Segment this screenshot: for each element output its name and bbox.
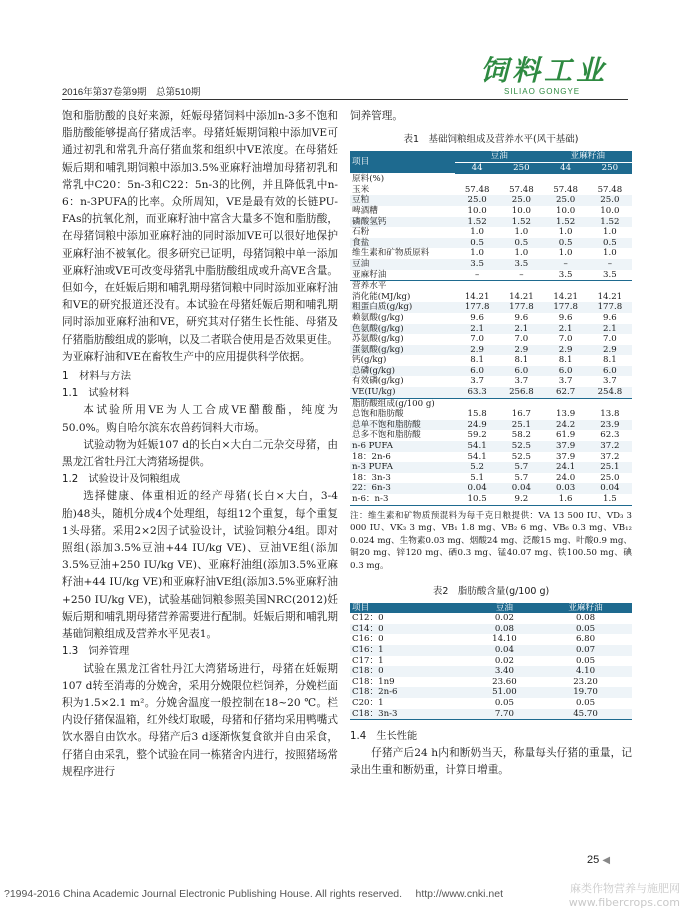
table1-cell-name: 总单不饱和脂肪酸 (350, 420, 455, 431)
table1-cell-value: 3.7 (603, 376, 617, 387)
table1-cell-value: 57.48 (464, 184, 490, 195)
subsection-heading-1-2: 1.2 试验设计及饲粮组成 (62, 474, 181, 486)
table1-row (350, 387, 632, 398)
table1-cell-value: 177.8 (588, 302, 632, 313)
table2-row (350, 698, 632, 709)
table1-cell-value: 1.0 (470, 248, 484, 259)
table1-cell-name: 总饱和脂肪酸 (352, 409, 404, 420)
table1-cell-value: 25.0 (588, 195, 632, 206)
table1-cell-name: n-6 PUFA (350, 441, 455, 452)
table1-cell-value: 8.1 (514, 355, 529, 366)
section-heading-materials: 1 材料与方法 (62, 370, 131, 383)
table2-cell-name: C17：1 (352, 655, 384, 666)
table1-cell-name: 总多不饱和脂肪酸 (352, 430, 421, 441)
table1-section-title: 营养水平 (350, 281, 632, 292)
table2-row (350, 666, 632, 677)
table1-row (350, 238, 632, 249)
table2-cell-value: 0.05 (494, 697, 514, 708)
table1-row (350, 420, 632, 431)
table1-row (350, 430, 632, 441)
table1-cell-value: – (544, 259, 588, 270)
table1-cell-name: 磷酸氢钙 (350, 217, 455, 228)
table1-caption: 表1 基础饲粮组成及营养水平(风干基础) (403, 134, 579, 145)
table2-row (350, 656, 632, 667)
table1-cell-value: 54.1 (467, 451, 487, 462)
table1-cell-name: n-3 PUFA (350, 462, 455, 473)
table1-header-soybean-oil: 豆油 (455, 151, 544, 162)
table2-cell-name: C16：1 (350, 645, 470, 656)
table1-cell-value: 14.21 (464, 291, 490, 302)
subsection-heading-1-3: 1.3 饲养管理 (62, 646, 130, 658)
table1 (350, 151, 632, 506)
table1-cell-name: 亚麻籽油 (352, 269, 387, 280)
table1-cell-value: 10.0 (467, 205, 487, 216)
table1-cell-name: 苏氨酸(g/kg) (352, 334, 404, 345)
table1-cell-value: – (588, 259, 632, 270)
table1-subheader: 44 (544, 162, 588, 174)
table1-cell-value: 6.0 (588, 366, 632, 377)
table2-header-linseed-oil: 亚麻籽油 (539, 603, 632, 614)
table1-cell-value: 24.9 (455, 420, 499, 431)
table1-cell-name: 赖氨酸(g/kg) (352, 312, 404, 323)
table1-cell-value: 14.21 (597, 291, 623, 302)
table2-cell-value: 0.08 (575, 613, 596, 624)
table1-cell-value: 25.0 (499, 195, 543, 206)
paragraph-1-1a: 本试验所用VE为人工合成VE醋酸酯，纯度为50.0%。购自哈尔滨东农兽药饲料大市场。 (62, 404, 338, 434)
page-arrow-icon: ◀ (602, 855, 611, 866)
table2-cell-name: C18：1n9 (352, 676, 395, 687)
table1-cell-value: 5.2 (455, 462, 499, 473)
table2-cell-value: 0.04 (470, 645, 539, 656)
table1-cell-value: 8.1 (470, 355, 484, 366)
table1-cell-value: 9.6 (514, 312, 529, 323)
table1-cell-name: 豆油 (350, 259, 455, 270)
table1-cell-value: 57.48 (553, 184, 578, 195)
table1-cell-value: 1.6 (544, 494, 588, 505)
table2-cell-value: 0.02 (494, 655, 514, 666)
table1-subheader: 250 (499, 162, 543, 174)
table2 (350, 603, 632, 721)
table1-cell-name: 总磷(g/kg) (350, 366, 455, 377)
table1-cell-value: 254.8 (588, 387, 632, 398)
table1-cell-value: 3.5 (603, 269, 617, 280)
table1-cell-name: 食盐 (350, 238, 455, 249)
table1-section-title: 原料(%) (350, 174, 632, 185)
table1-cell-value: 14.21 (509, 291, 534, 302)
table1-cell-name: 18：2n-6 (352, 451, 391, 462)
table1-cell-value: 24.1 (544, 462, 588, 473)
table2-cell-value: 51.00 (470, 687, 539, 698)
table1-cell-name: 玉米 (352, 184, 370, 195)
table1-cell-value: 62.3 (600, 430, 620, 441)
paragraph-1-4: 仔猪产后24 h内和断奶当天，称量每头仔猪的重量，记录出生重和断奶重，计算日增重。 (350, 747, 632, 777)
table1-cell-value: 14.21 (553, 291, 578, 302)
table2-cell-value: 0.02 (494, 613, 514, 624)
table1-cell-value: 9.6 (470, 312, 484, 323)
table2-cell-value: 0.05 (575, 655, 596, 666)
table2-header-soybean-oil: 豆油 (470, 603, 539, 614)
table1-cell-value: 10.0 (600, 205, 620, 216)
subsection-heading-1-1: 1.1 试验材料 (62, 388, 130, 400)
table1-cell-value: 2.9 (499, 345, 543, 356)
table2-row (350, 634, 632, 645)
table1-row (350, 248, 632, 259)
page-number (587, 854, 610, 866)
table1-cell-value: 1.52 (455, 217, 499, 228)
journal-logo (480, 55, 630, 96)
table1-cell-value: 13.8 (600, 409, 620, 420)
table1-cell-value: 3.7 (514, 376, 529, 387)
table1-cell-value: 3.5 (499, 259, 543, 270)
table2-cell-name: C16：0 (352, 634, 384, 645)
table1-cell-value: 25.0 (600, 472, 620, 483)
table1-cell-value: 1.0 (603, 227, 617, 238)
table2-row (350, 709, 632, 720)
table1-cell-value: 59.2 (467, 430, 487, 441)
table1-cell-value: 13.9 (556, 409, 576, 420)
table2-cell-value: 6.80 (575, 634, 596, 645)
table2-header-item: 项目 (350, 603, 470, 614)
table1-row (350, 345, 632, 356)
table1-note: 注：维生素和矿物质预混料为每千克日粮提供：VA 13 500 IU、VD₃ 3 000 IU、VK₃ 3 mg、VB₁ 1.8 mg、VB₂ 6 mg、VB₆ 0.3 mg、VB₁₂ 0.024 mg、生物素0.03 mg、烟酸24 mg、泛酸15 mg、叶酸0.9 mg、铜20 mg、锌120 mg、硒0.3 mg、锰40.07 mg、铁100.50 mg、碘0.3 mg。 (350, 510, 632, 571)
table1-cell-value: 25.1 (588, 462, 632, 473)
table1-row (350, 185, 632, 196)
table1-cell-value: 0.04 (455, 483, 499, 494)
table1-cell-value: 0.04 (499, 483, 543, 494)
table1-cell-name: 钙(g/kg) (352, 355, 387, 366)
table2-cell-value: 23.60 (492, 676, 517, 687)
table2-cell-value: 0.05 (575, 697, 596, 708)
table1-row (350, 324, 632, 335)
table1-row (350, 302, 632, 313)
table1-cell-value: 58.2 (511, 430, 531, 441)
table1-section-row (350, 174, 632, 185)
table1-cell-name: 22：6n-3 (350, 483, 455, 494)
table2-cell-name: C18：3n-3 (350, 709, 470, 720)
table1-cell-name: n-6：n-3 (350, 494, 455, 505)
table1-cell-name: 18：3n-3 (352, 472, 391, 483)
paragraph-1-3: 试验在黑龙江省牡丹江大湾猪场进行，母猪在妊娠期107 d转至消毒的分娩舍，采用分娩限位栏饲养，分娩栏面积为1.5×2.1 m²。分娩舍温度一般控制在18~20 ℃。栏内设仔猪保温箱，红外线灯取暖，母猪和仔猪均采用鸭嘴式饮水器自由饮水。母猪产后3 d逐渐恢复食欲并自由采食，仔猪自由采乳，整个试验在同一栋猪舍内进行，按照猪场常规程序进行 (62, 662, 338, 778)
table1-cell-name: 豆粕 (350, 195, 455, 206)
table1-cell-value: 10.5 (455, 494, 499, 505)
table2-cell-name: C20：1 (352, 697, 384, 708)
table1-cell-name: 消化能(MJ/kg) (352, 291, 411, 302)
table1-row (350, 409, 632, 420)
table1-cell-value: 1.5 (588, 494, 632, 505)
table1-cell-value: 2.1 (499, 324, 543, 335)
table1-cell-value: 62.7 (544, 387, 588, 398)
table1-cell-value: 10.0 (556, 205, 576, 216)
paragraph-1-1b: 试验动物为妊娠107 d的长白×大白二元杂交母猪，由黑龙江省牡丹江大湾猪场提供。 (62, 438, 338, 469)
table1-row (350, 270, 632, 281)
table2-cell-value: 45.70 (539, 709, 632, 720)
table1-cell-value: 25.0 (544, 195, 588, 206)
table1-row (350, 355, 632, 366)
table2-cell-value: 23.20 (573, 676, 598, 687)
table1-cell-value: 9.6 (603, 312, 617, 323)
table1-cell-value: 16.7 (511, 409, 531, 420)
table1-cell-value: 2.1 (544, 324, 588, 335)
table1-row (350, 473, 632, 484)
table1-cell-value: 1.0 (558, 248, 573, 259)
table1-subheader: 44 (455, 162, 499, 174)
table1-cell-value: 5.7 (514, 472, 529, 483)
table1-row (350, 334, 632, 345)
table1-cell-value: 54.1 (455, 441, 499, 452)
table1-cell-value: 2.9 (544, 345, 588, 356)
table2-cell-value: 0.08 (470, 624, 539, 635)
intro-paragraph: 饱和脂肪酸的良好来源，妊娠母猪饲料中添加n-3多不饱和脂肪酸能够提高仔猪成活率。母猪妊娠期饲粮中添加VE可通过初乳和常乳升高仔猪血浆和组织中VE浓度。在母猪妊娠后期和哺乳期饲粮中添加3.5%亚麻籽油增加母猪初乳和常乳中C20：5n-3和C22：5n-3的比例，并且降低乳中n-6：n-3PUFA的比率。众所周知，VE是最有效的长链PU-FAs的抗氧化剂，而亚麻籽油中富含大量多不饱和脂肪酸，在母猪饲粮中添加亚麻籽油的同时添加VE可以很好地保护亚麻籽油不被氧化。很多研究已证明，母猪饲粮中单一添加亚麻籽油或VE可改变母猪乳中脂肪酸组成或升高VE含量。但如今，在妊娠后期和哺乳期母猪饲粮中同时添加亚麻籽油和VE的研究报道还没有。本试验在母猪妊娠后期和哺乳期同时添加亚麻籽油和VE，研究其对仔猪生长性能、母猪及仔猪脂肪酸组成的影响，以及二者联合使用是否效果更佳。为亚麻籽油和VE在畜牧生产中的应用提供科学依据。 (62, 110, 338, 363)
table1-cell-value: 10.0 (511, 205, 531, 216)
table2-cell-value: 3.40 (470, 666, 539, 677)
table1-cell-name: 色氨酸(g/kg) (350, 324, 455, 335)
table1-row (350, 462, 632, 473)
table1-cell-value: 61.9 (556, 430, 576, 441)
table1-cell-value: 37.9 (544, 441, 588, 452)
table2-row (350, 677, 632, 688)
site-watermark: 麻类作物营养与施肥网 www.fibercrops.com (568, 882, 680, 909)
table1-cell-value: 2.9 (455, 345, 499, 356)
logo-title: 饲料工业 (480, 54, 609, 87)
table1-cell-value: 8.1 (558, 355, 573, 366)
table2-caption: 表2 脂肪酸含量(g/100 g) (432, 585, 550, 597)
paragraph-1-2: 选择健康、体重相近的经产母猪(长白×大白，3-4胎)48头，随机分成4个处理组，每组12个重复，每个重复1头母猪。采用2×2因子试验设计，试验饲粮分4组。即对照组(添加3.5%豆油+44 IU/kg VE)、豆油VE组(添加3.5%豆油+250 IU/kg VE)、亚麻籽油组(添加3.5%亚麻籽油+44 IU/kg VE)和亚麻籽油VE组(添加3.5%亚麻籽油+250 IU/kg VE)，试验基础饲粮参照美国NRC(2012)妊娠后期和哺乳期母猪营养需要进行配制。妊娠后期和哺乳期基础饲粮组成及营养水平见表1。 (62, 490, 338, 641)
table1-cell-value: 1.52 (544, 217, 588, 228)
table1-cell-value: 1.52 (588, 217, 632, 228)
table1-cell-value: 57.48 (597, 184, 623, 195)
table1-cell-value: – (519, 269, 524, 280)
table1-subheader: 250 (588, 162, 632, 174)
table1-cell-value: 1.0 (470, 227, 484, 238)
table1-row (350, 494, 632, 505)
table1-row (350, 259, 632, 270)
subsection-heading-1-4: 1.4 生长性能 (350, 731, 418, 743)
table1-cell-value: 0.5 (544, 238, 588, 249)
table1-cell-value: 0.04 (588, 483, 632, 494)
table2-cell-value: 0.05 (539, 624, 632, 635)
table1-row (350, 206, 632, 217)
table1-cell-value: 52.5 (511, 451, 531, 462)
table1-cell-value: 177.8 (499, 302, 543, 313)
table2-cell-value: 4.10 (539, 666, 632, 677)
table1-cell-name: 啤酒糟 (352, 205, 378, 216)
table1-cell-value: 256.8 (499, 387, 543, 398)
table1-cell-value: 1.0 (603, 248, 617, 259)
table1-cell-value: 52.5 (499, 441, 543, 452)
table1-row (350, 195, 632, 206)
table1-cell-value: 6.0 (499, 366, 543, 377)
table1-row (350, 227, 632, 238)
table1-cell-value: 0.03 (544, 483, 588, 494)
table2-cell-name: C14：0 (350, 624, 470, 635)
table1-cell-value: 25.0 (455, 195, 499, 206)
table1-cell-value: 57.48 (509, 184, 534, 195)
table2-row (350, 613, 632, 624)
table1-header-linseed-oil: 亚麻籽油 (544, 151, 633, 162)
table1-cell-value: 24.2 (544, 420, 588, 431)
table1-cell-value: 2.9 (588, 345, 632, 356)
table1-row (350, 441, 632, 452)
table1-cell-value: 177.8 (544, 302, 588, 313)
table1-cell-name: 石粉 (352, 227, 370, 238)
header-rule (62, 99, 628, 100)
table1-cell-value: 15.8 (467, 409, 487, 420)
right-column (350, 108, 632, 779)
table1-cell-value: 7.0 (470, 334, 484, 345)
table1-row (350, 483, 632, 494)
table1-cell-value: 24.0 (556, 472, 576, 483)
copyright-footer: ?1994-2016 China Academic Journal Electronic Publishing House. All rights reserved. http://www.cnki.net (4, 888, 504, 900)
table1-cell-value: 7.0 (514, 334, 529, 345)
table1-cell-value: 0.5 (588, 238, 632, 249)
table2-cell-value: 0.07 (539, 645, 632, 656)
table1-row (350, 313, 632, 324)
table2-cell-value: 7.70 (470, 709, 539, 720)
paragraph-continued: 饲养管理。 (350, 110, 403, 122)
table1-cell-value: 5.1 (470, 472, 484, 483)
table1-cell-value: 37.2 (588, 441, 632, 452)
table1-cell-value: 7.0 (558, 334, 573, 345)
table1-cell-value: 3.7 (470, 376, 484, 387)
table1-section-row (350, 398, 632, 409)
table1-cell-value: 63.3 (455, 387, 499, 398)
table1-row (350, 217, 632, 228)
table1-cell-value: 2.1 (455, 324, 499, 335)
left-column (62, 108, 338, 781)
table1-cell-value: 3.5 (558, 269, 573, 280)
table1-cell-value: – (474, 269, 480, 280)
table2-cell-name: C18：0 (350, 666, 470, 677)
table1-cell-name: 粗蛋白质(g/kg) (350, 302, 455, 313)
table1-cell-value: 6.0 (455, 366, 499, 377)
table1-section-row (350, 281, 632, 292)
table1-cell-value: 2.1 (588, 324, 632, 335)
table1-cell-value: 3.5 (455, 259, 499, 270)
table1-cell-value: 0.5 (499, 238, 543, 249)
table1-cell-value: 5.7 (499, 462, 543, 473)
table1-cell-value: 3.7 (558, 376, 573, 387)
table1-row (350, 292, 632, 303)
page-number-text: 25 (587, 854, 600, 866)
table2-row (350, 687, 632, 698)
table1-cell-name: 有效磷(g/kg) (352, 376, 404, 387)
table2-row (350, 645, 632, 656)
table2-cell-value: 14.10 (492, 634, 517, 645)
logo-subtitle: SILIAO GONGYE (504, 87, 581, 96)
table1-cell-name: VE(IU/kg) (350, 387, 455, 398)
table1-cell-value: 23.9 (588, 420, 632, 431)
table1-cell-value: 1.52 (499, 217, 543, 228)
table1-section-title: 脂肪酸组成(g/100 g) (350, 398, 632, 409)
table1-cell-value: 25.1 (499, 420, 543, 431)
table1-cell-value: 177.8 (455, 302, 499, 313)
table2-row (350, 624, 632, 635)
table2-cell-name: C12：0 (352, 613, 384, 624)
table1-cell-value: 0.5 (455, 238, 499, 249)
table1-cell-value: 1.0 (514, 227, 529, 238)
table1-cell-value: 8.1 (603, 355, 617, 366)
table1-cell-name: 维生素和矿物质原料 (352, 248, 430, 259)
table1-cell-value: 37.2 (600, 451, 620, 462)
table1-row (350, 452, 632, 463)
journal-issue: 2016年第37卷第9期 总第510期 (62, 87, 201, 98)
table1-cell-value: 6.0 (544, 366, 588, 377)
table1-cell-value: 9.2 (499, 494, 543, 505)
table1-header-item: 项目 (350, 151, 455, 174)
table1-cell-value: 1.0 (558, 227, 573, 238)
table1-cell-value: 1.0 (514, 248, 529, 259)
table2-cell-value: 19.70 (539, 687, 632, 698)
table1-cell-value: 7.0 (603, 334, 617, 345)
table1-row (350, 376, 632, 387)
table1-cell-value: 37.9 (556, 451, 576, 462)
table2-cell-name: C18：2n-6 (350, 687, 470, 698)
table1-cell-value: 9.6 (558, 312, 573, 323)
table1-row (350, 366, 632, 377)
table1-cell-name: 蛋氨酸(g/kg) (350, 345, 455, 356)
